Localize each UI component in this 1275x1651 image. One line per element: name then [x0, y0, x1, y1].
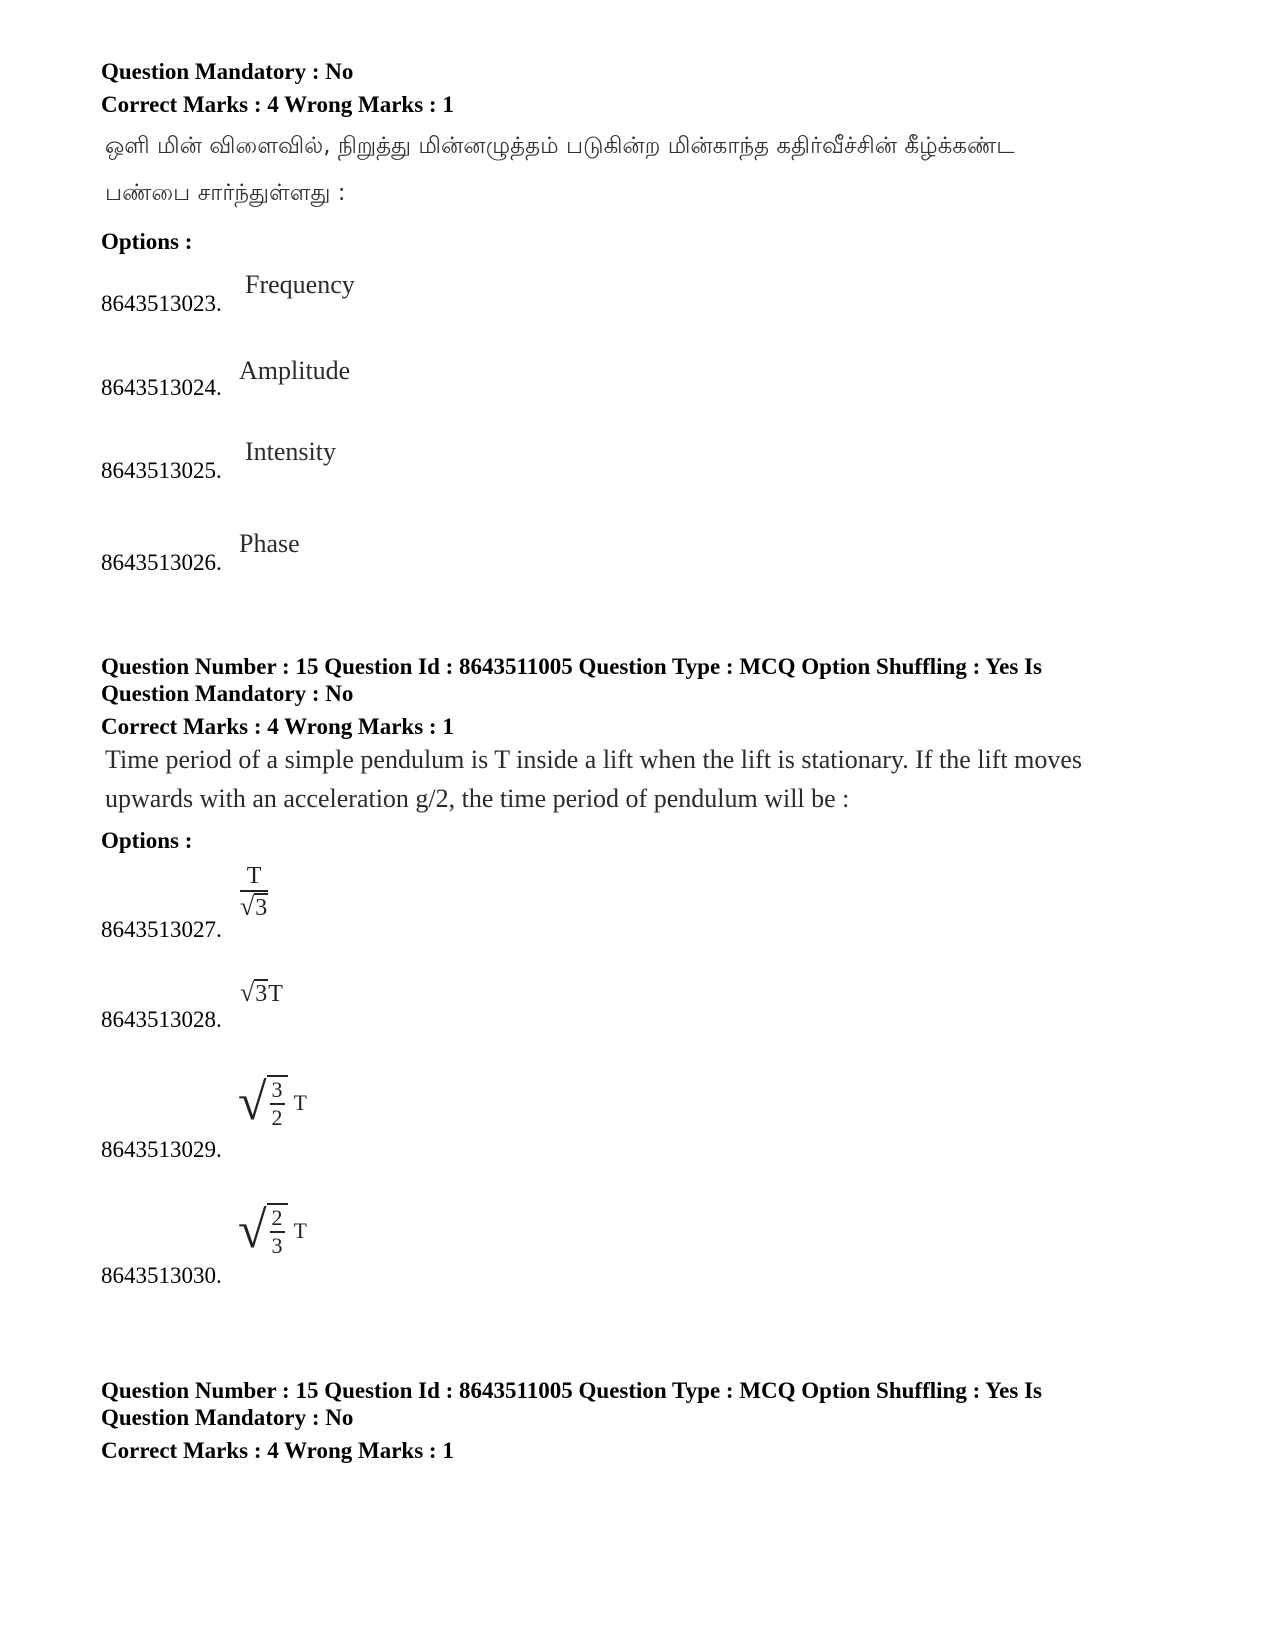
radicand: 3 — [255, 981, 268, 1007]
options-label: Options : — [101, 828, 193, 853]
formula-suffix: T — [293, 1218, 307, 1243]
formula-root-3-over-2-t: √ $\frac{3}{2}$ T — [238, 1074, 307, 1131]
question-mandatory: Question Mandatory : No — [101, 681, 354, 706]
radicand: 3 — [255, 895, 268, 921]
option-id: 8643513023. — [101, 291, 222, 316]
question-header: Question Number : 15 Question Id : 8643511005 Question Type : MCQ Option Shuffling : Yes Is — [101, 654, 1042, 679]
option-id: 8643513027. — [101, 917, 222, 942]
fraction-denominator: 3 — [271, 1233, 283, 1258]
formula-suffix: T — [268, 981, 283, 1007]
question-header: Question Number : 15 Question Id : 8643511005 Question Type : MCQ Option Shuffling : Yes Is — [101, 1378, 1042, 1403]
option-text: Amplitude — [239, 356, 351, 385]
fraction-numerator: 3 — [271, 1077, 283, 1102]
marks-info: Correct Marks : 4 Wrong Marks : 1 — [101, 714, 454, 739]
formula-t-over-root-3: $\frac{T}{√3}$ — [240, 863, 268, 921]
option-text: Frequency — [245, 270, 355, 299]
marks-info: Correct Marks : 4 Wrong Marks : 1 — [101, 1438, 454, 1463]
question-text-line-2: பண்பை சார்ந்துள்ளது : — [105, 180, 346, 206]
options-label: Options : — [101, 229, 193, 254]
fraction-numerator: T — [246, 863, 262, 889]
question-mandatory: Question Mandatory : No — [101, 59, 354, 84]
formula-suffix: T — [293, 1090, 307, 1115]
option-id: 8643513030. — [101, 1263, 222, 1288]
formula-root-3-t: √3T — [240, 978, 283, 1007]
option-id: 8643513028. — [101, 1007, 222, 1032]
fraction-numerator: 2 — [271, 1205, 283, 1230]
option-id: 8643513025. — [101, 458, 222, 483]
question-text-line-2: upwards with an acceleration g/2, the time period of pendulum will be : — [105, 784, 850, 813]
option-id: 8643513029. — [101, 1137, 222, 1162]
formula-root-2-over-3-t: √ $\frac{2}{3}$ T — [238, 1202, 307, 1259]
marks-info: Correct Marks : 4 Wrong Marks : 1 — [101, 92, 454, 117]
option-id: 8643513024. — [101, 375, 222, 400]
question-text-line-1: ஒளி மின் விளைவில், நிறுத்து மின்னழுத்தம் படுகின்ற மின்காந்த கதிர்வீச்சின் கீழ்க்கண்ட — [105, 133, 1015, 159]
option-text: Phase — [239, 529, 300, 558]
fraction-denominator: 2 — [271, 1105, 283, 1130]
question-text-line-1: Time period of a simple pendulum is T inside a lift when the lift is stationary. If the lift moves — [105, 745, 1083, 774]
option-id: 8643513026. — [101, 550, 222, 575]
question-mandatory: Question Mandatory : No — [101, 1405, 354, 1430]
option-text: Intensity — [245, 437, 336, 466]
